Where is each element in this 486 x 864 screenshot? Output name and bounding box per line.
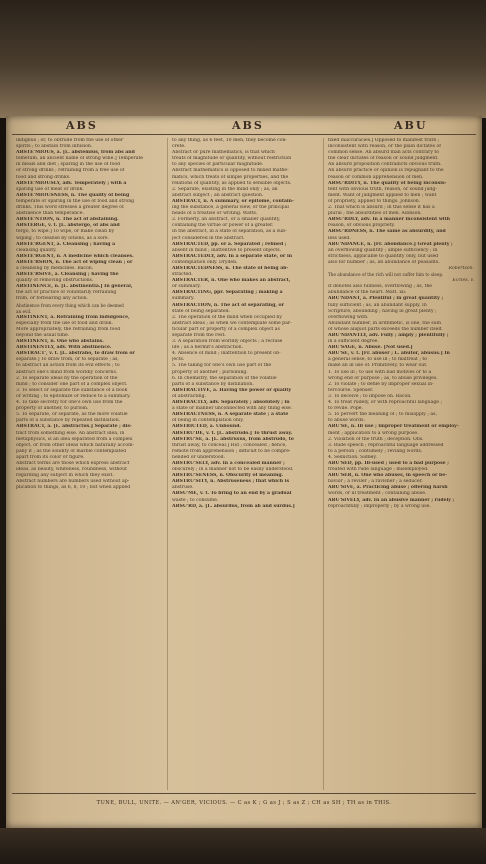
dictionary-entry-headline: ABSTINENT, n. One who abstains. <box>16 339 104 345</box>
text-column-left <box>16 138 162 790</box>
dictionary-entry-headline: ABSTRACTLY, adv. Separately ; absolutely ; in <box>172 400 290 406</box>
dictionary-entry-headline: ABSTRACTED, pp. or a. Separated ; refined ; <box>172 241 287 247</box>
dictionary-entry-headline: ABU'SAGE, n. Abuse. [Not used.] <box>328 345 413 351</box>
dictionary-text-line: to abuse words. <box>328 418 365 424</box>
dictionary-entry-headline: ABSTRACTNESS, n. A separate state ; a state <box>172 412 289 418</box>
dictionary-text-line: Abstract numbers are numbers used without ap- <box>16 479 130 485</box>
dictionary-text-line: quality of removing obstructions. <box>16 278 94 284</box>
dictionary-text-line: a general sense, to use ill ; to maltreat ; to <box>328 357 427 363</box>
dictionary-text-line: less used. <box>328 235 351 241</box>
dictionary-entry-headline: ABSTRACT, a. [L. abstractus.] Separate ; dis- <box>16 424 132 430</box>
dictionary-text-line: summary. <box>172 296 195 302</box>
dictionary-entry-headline: ABSTRICTED, a. Unbound. <box>172 424 242 430</box>
dictionary-entry-headline: ABSTRU'DE, v. t. [L. abstrudo.] To thrust away. <box>172 430 293 436</box>
dictionary-text-line: Abstract terms are those which express abstract <box>16 460 130 466</box>
dictionary-entry-headline: ABSU'RDITY, n. The quality of being inconsis- <box>328 180 447 186</box>
dictionary-entry-headline: ABU'NDANCE, n. [Fr. abondance.] Great plenty ; <box>328 241 453 247</box>
dictionary-text-line: 3. Rude speech ; reproachful language addressed <box>328 442 444 448</box>
dictionary-entry-headline: ABSTRACTIVE, a. Having the power or quality <box>172 387 292 393</box>
dictionary-entry-headline: ABSTRACTER, n. One who makes an abstract, <box>172 278 291 284</box>
dictionary-entry-headline: ABSTRACTING, ppr. Separating ; making a <box>172 290 283 296</box>
dictionary-text-line: regarding any subject in which they exist. <box>16 473 114 479</box>
dictionary-text-line: contemplation only. Dryden. <box>172 259 238 265</box>
book-bottom-edge <box>0 828 486 864</box>
dictionary-text-line: separate from the rest. <box>172 333 226 338</box>
pronunciation-key-footer: TUNE, BULL, UNITE. — AN'GER, VICIOUS. — C as K ; G as J ; S as Z ; CH as SH ; TH as in THIS. <box>96 800 392 806</box>
dictionary-text-line: words, or ill treatment ; containing abuse. <box>328 491 427 497</box>
dictionary-text-line: life ; as a hermit's abstraction. <box>172 345 244 351</box>
dictionary-text-line: remote from apprehension ; difficult to be compre- <box>172 448 291 454</box>
dictionary-text-line: wiping ; to cleanse by lotions, as a sore. <box>16 235 110 241</box>
dictionary-text-line: in a sufficient degree. <box>328 339 379 345</box>
dictionary-entry-headline: ABSTE'MIOUSNESS, n. The quality of being <box>16 192 130 198</box>
dictionary-text-line: property of another ; purloining. <box>172 369 248 375</box>
running-head-left: ABS <box>66 119 98 132</box>
dictionary-text-line: of whose aliquot parts exceeds the number itself. <box>328 326 443 332</box>
dictionary-text-line: or summary. <box>172 284 201 290</box>
dictionary-text-line: apart from its color or figure. <box>16 454 85 460</box>
dictionary-text-line: jects. <box>172 357 185 363</box>
dictionary-text-line: Abstract or pure mathematics, is that which <box>172 150 275 156</box>
dictionary-text-line: strictness, applicable to quantity only, but used <box>328 253 439 259</box>
dictionary-text-line: 4. Seduction. Sidney. <box>328 454 377 460</box>
column-divider <box>323 138 324 790</box>
dictionary-entry-headline: ABSTE'RGENT, n. A medicine which cleanses. <box>16 253 134 259</box>
dictionary-text-line: parts of a substance by distillation. <box>172 381 254 387</box>
dictionary-text-line: 4. To take secretly for one's own use from the <box>16 400 123 406</box>
dictionary-text-line: 2. The operation of the mind when occupied by <box>172 314 282 320</box>
dictionary-text-line: 2. Violation of the truth ; deception. Obs. <box>328 436 424 442</box>
dictionary-text-line: or strong drinks ; refraining from a free use of <box>16 168 125 174</box>
dictionary-text-line: pany it ; as the solidity of marble contemplated <box>16 448 127 454</box>
text-column-middle <box>172 138 318 790</box>
dictionary-text-line: abstinence than temperance. <box>16 211 84 217</box>
dictionary-text-line: temperate or sparing in the use of food and strong <box>16 198 135 204</box>
dictionary-text-line: absent in mind ; inattentive to present objects. <box>172 247 282 253</box>
dictionary-text-line: beyond the usual time. <box>16 333 70 338</box>
dictionary-text-line: 1. To use ill ; to use with bad motives or to a <box>328 369 432 375</box>
dictionary-text-line: indignus ; or, to obtrude from the use of other <box>16 138 124 143</box>
dictionary-entry-headline: ABSTERGE, v. t. [L. abstergo, of abs and <box>16 223 120 229</box>
dictionary-text-line: abstract ideas ; as when we contemplate some par- <box>172 320 292 326</box>
dictionary-text-line: inconsistent with reason, or the plain dictates of <box>328 144 441 150</box>
dictionary-text-line: ing the substance, a general view, or the principal <box>172 205 289 211</box>
dictionary-text-line: 4. To treat rudely, or with reproachful language ; <box>328 400 443 406</box>
dictionary-text-line: make an ill use of. Primitively, to wear out. <box>328 363 428 369</box>
dictionary-entry-headline: ABSTRACTEDLY, adv. In a separate state, or in <box>172 253 293 259</box>
dictionary-text-line: ment ; application to a wrong purpose. <box>328 430 419 436</box>
dictionary-entry-headline: ABU'SER, n. One who abuses, in speech or be- <box>328 473 448 479</box>
dictionary-entry-headline: ABSTRU'SELY, adv. In a concealed manner ; <box>172 460 285 466</box>
dictionary-entry-headline: ABSTE'RGENT, a. Cleansing ; having a <box>16 241 116 247</box>
dictionary-text-line: temetum, an ancient name of strong wine.] Temperate <box>16 156 144 162</box>
dictionary-entry-headline: ABSTINENCE, n. [L. abstinentia.] In general, <box>16 284 133 290</box>
dictionary-text-line: treats of magnitude or quantity, without restriction <box>172 156 292 162</box>
dictionary-entry-headline: ABSTRACT', v. t. [L. abstraho, to draw from or <box>16 351 135 357</box>
dictionary-text-line: to abstract an action from its evil effects ; to <box>16 363 120 369</box>
dictionary-text-line: tinct from something else. An abstract idea, in <box>16 430 125 436</box>
dictionary-text-line: hended or understood. <box>172 454 226 460</box>
dictionary-text-line: wrong end or purpose ; as, to abuse privileges. <box>328 375 438 381</box>
dictionary-text-line: from, or forbearing any action. <box>16 296 89 302</box>
dictionary-text-line: the act or practice of voluntarily refraining <box>16 290 117 296</box>
dictionary-text-line: In the abstract, in a state of separation, as a sub- <box>172 229 287 235</box>
dictionary-text-line: metaphysics, is an idea separated from a complex <box>16 436 133 442</box>
dictionary-text-line: ject considered in the abstract. <box>172 235 245 241</box>
footer-rule <box>12 793 476 794</box>
dictionary-text-line: of propriety, applied to things. Johnson. <box>328 198 421 204</box>
dictionary-text-line: More appropriately, the refraining from food <box>16 326 121 332</box>
dictionary-text-line: thrust away, to conceal.] Hid ; concealed ; hence, <box>172 442 287 448</box>
dictionary-text-line: to any thing, as 6 feet, 10 men, they become con- <box>172 138 287 143</box>
dictionary-entry-headline: ABSU'ME, v. t. To bring to an end by a gradual <box>172 491 292 497</box>
dictionary-entry-headline: ABSTE'NTION, n. The act of abstaining. <box>16 217 119 223</box>
dictionary-text-line: mind ; to consider one part of a complex object. <box>16 381 128 387</box>
text-column-right <box>328 138 474 790</box>
dictionary-text-line: stracted. <box>172 272 193 278</box>
dictionary-text-line: 2. To violate ; to defile by improper sexual in- <box>328 381 434 387</box>
dictionary-entry-headline: ABSTE'MIOUSLY, adv. Temperately ; with a <box>16 180 127 186</box>
dictionary-entry-headline: ABSU'RDLY, adv. In a manner inconsistent with <box>328 217 450 223</box>
dictionary-text-line: parts of a substance by repeated distillation. <box>16 418 121 424</box>
dictionary-text-line: Scripture, abounding ; having in great plenty ; <box>328 308 437 314</box>
dictionary-entry-headline: ABU'SIVELY, adv. In an abusive manner ; rudely ; <box>328 497 455 503</box>
dictionary-entry-headline: ABSU'RD, a. [L. absurdus, from ab and surdus.] <box>172 503 295 509</box>
dictionary-text-line: separate.] To draw from, or to separate ; as, <box>16 357 119 363</box>
dictionary-text-line: reason or common apprehension of men. <box>328 174 424 180</box>
dictionary-text-line: or writing ; to epitomize or reduce to a summary. <box>16 393 131 399</box>
dictionary-text-line: waste ; to consume. <box>172 497 219 503</box>
dictionary-text-line: object, or from other ideas which naturally accom- <box>16 442 135 448</box>
dictionary-entry-headline: ABSTRACTION, n. The act of separating, or <box>172 302 285 308</box>
dictionary-text-line: abundance of the heart. Matt. xii. <box>328 290 407 296</box>
dictionary-text-line: It denotes also fullness, overflowing ; as, the <box>328 284 433 290</box>
running-head-center: ABS <box>232 119 264 132</box>
dictionary-text-line: in meals and diet ; sparing in the use of food <box>16 162 121 168</box>
dictionary-text-line: 2. Separate, existing in the mind only ; as, an <box>172 186 278 192</box>
dictionary-entry-headline: ABSTINENT, a. Refraining from indulgence, <box>16 314 130 320</box>
dictionary-text-line: overflowing with. <box>328 314 369 320</box>
dictionary-text-line: 3. To select or separate the substance of a book <box>16 387 128 393</box>
dictionary-page <box>6 116 482 828</box>
dictionary-entry-headline: ABU'SE, n. Ill use ; improper treatment or employ- <box>328 424 459 430</box>
dictionary-text-line: fixed inaccuracies.] Opposed to manifest truth ; <box>328 138 440 143</box>
dictionary-entry-headline: ABSTRACTEDNESS, n. The state of being ab- <box>172 265 289 271</box>
dictionary-text-line: tergo, to wipe.] To wipe, or make clean by <box>16 229 115 235</box>
dictionary-entry-headline: ABSTRU'SENESS, n. Obscurity of meaning. <box>172 473 284 479</box>
dictionary-text-line: common sense. An absurd man acts contrary to <box>328 150 440 156</box>
dictionary-text-line: 2. Formerly, an abstract, or a smaller quantity, <box>172 217 281 223</box>
dictionary-text-line: also for number ; as, an abundance of peasants. <box>328 259 440 265</box>
dictionary-text-line: abstract one's mind from worldly concerns. <box>16 369 118 375</box>
dictionary-text-line: 6. In chemistry, the separation of the volatile <box>172 375 277 381</box>
dictionary-entry-headline: ABU'SED, pp. Ill-used ; used to a bad purpose ; <box>328 460 449 466</box>
dictionary-entry-headline: ABSTE'RSION, n. The act of wiping clean ; or <box>16 259 133 265</box>
dictionary-text-line: food and strong drinks. <box>16 174 71 180</box>
dictionary-text-line: reproachfully ; improperly ; by a wrong use. <box>328 503 431 509</box>
dictionary-entry-headline: ABSTE'MIOUS, a. [L. abstemius, from abs and <box>16 150 135 156</box>
dictionary-text-line: a state or manner unconnected with any thing else. <box>172 406 293 412</box>
dictionary-entry-headline: ABSTINENTLY, adv. With abstinence. <box>16 345 112 351</box>
dictionary-entry-headline: ABSTRACT, n. A summary, or epitome, contain- <box>172 198 294 204</box>
dictionary-text-line: 5. To separate, or separate, as the more volatile <box>16 412 128 418</box>
dictionary-text-line: The abundance of the rich will not suffer him to sleep. <box>328 272 444 278</box>
dictionary-text-line: crete. <box>172 144 186 150</box>
dictionary-text-line: to a person ; contumely ; reviling words. <box>328 448 423 454</box>
dictionary-entry-headline: ABU'NDANT, a. Plentiful ; in great quantity ; <box>328 296 444 302</box>
dictionary-text-line: a cleansing by medicines. Bacon. <box>16 265 94 271</box>
dictionary-text-line: Abstract mathematics is opposed to mixed mathe- <box>172 168 289 174</box>
dictionary-text-line: containing the virtue or power of a greater. <box>172 223 274 229</box>
dictionary-entry-headline: ABSTRU'SE, a. [L. abstrusus, from abstrudo, to <box>172 436 294 442</box>
dictionary-text-line: 5. To pervert the meaning of ; to misapply ; as, <box>328 412 437 418</box>
dictionary-text-line: 3. A separation from worldly objects ; a recluse <box>172 339 283 345</box>
dictionary-text-line: relations of quantity, as applied to sensible objects. <box>172 180 292 186</box>
dictionary-text-line: ideas, as beauty, whiteness, roundness, without <box>16 467 127 473</box>
dictionary-entry-headline: ABU'SIVE, a. Practicing abuse ; offering harsh <box>328 485 448 491</box>
book-top-edge <box>0 0 486 118</box>
dictionary-text-line: 2. That which is absurd ; in this sense it has a <box>328 205 435 211</box>
dictionary-entry-headline: ABU'NDANTLY, adv. Fully ; amply ; plentifully ; <box>328 333 449 338</box>
dictionary-text-line: cleansing quality. <box>16 247 57 253</box>
dictionary-text-line: ment. Want of judgment applied to men ; want <box>328 192 437 198</box>
dictionary-text-line: to any species of particular magnitude. <box>172 162 264 168</box>
dictionary-text-line: to revile. Pope. <box>328 406 363 412</box>
dictionary-text-line: ticular part or property of a complex object as <box>172 326 280 332</box>
dictionary-text-line: An absurd proposition contradicts obvious truth. <box>328 162 442 168</box>
dictionary-text-line: tercourse. Spenser. <box>328 387 374 393</box>
dictionary-text-line: An absurd practice or opinion is repugnant to the <box>328 168 444 174</box>
dictionary-text-line: of abstracting. <box>172 393 206 399</box>
dictionary-text-line: plication to things, as 6, 8, 10 ; but when applied <box>16 485 131 491</box>
dictionary-text-line: Abstinence from every thing which can be deemed <box>16 302 124 308</box>
dictionary-text-line: obscurely ; in a manner not to be easily understood. <box>172 467 294 473</box>
running-head-right: ABU <box>394 119 428 132</box>
dictionary-text-line: fully sufficient ; as, an abundant supply. In <box>328 302 427 308</box>
dictionary-text-line: drinks. This word stresses a greater degree of <box>16 205 124 211</box>
dictionary-text-line: 3. To deceive ; to impose on. Bacon. <box>328 393 412 399</box>
dictionary-text-line: treated with rude language ; misemployed. <box>328 467 429 473</box>
dictionary-text-line: Robertson. <box>448 265 474 271</box>
dictionary-entry-headline: ABU'SE, v. t. [Fr. abuser ; L. abutor, abusus.] In <box>328 351 450 357</box>
dictionary-text-line: heads of a treatise or writing. Watts. <box>172 211 258 217</box>
dictionary-text-line: havior ; a reviler ; a ravisher ; a seducer. <box>328 479 423 485</box>
dictionary-text-line: matics, which treats of simple properties, and the <box>172 174 289 180</box>
dictionary-text-line: plural ; the absurdities of men. Addison. <box>328 211 422 217</box>
dictionary-text-line: spirits ; to abstain from infusion. <box>16 144 93 150</box>
dictionary-text-line: abstract subject ; an abstract question. <box>172 192 264 198</box>
dictionary-text-line: an overflowing quantity ; ample sufficiency ; in <box>328 247 438 253</box>
dictionary-text-line: 2. To separate ideas by the operation of the <box>16 375 118 381</box>
dictionary-text-line: abstruse. <box>172 485 194 491</box>
dictionary-text-line: reason, or obvious propriety. <box>328 223 395 229</box>
dictionary-text-line: tent with obvious truth, reason, or sound judg- <box>328 186 437 192</box>
dictionary-text-line: 5. The taking for one's own use part of the <box>172 363 272 369</box>
dictionary-text-line: Abundant number, in arithmetic, is one, the sum <box>328 320 441 326</box>
dictionary-text-line: Eccles. v. <box>452 278 474 284</box>
dictionary-text-line: the clear dictates of reason or sound judgment. <box>328 156 439 162</box>
dictionary-entry-headline: ABSU'RDNESS, n. The same as absurdity, and <box>328 229 446 235</box>
dictionary-text-line: sparing use of meat or drink. <box>16 186 84 192</box>
dictionary-text-line: 4. Absence of mind ; inattention to present ob- <box>172 351 281 357</box>
dictionary-text-line: especially from the use of food and drink. <box>16 320 113 326</box>
dictionary-text-line: of being in contemplation only. <box>172 418 244 424</box>
dictionary-text-line: an evil. <box>16 308 32 314</box>
dictionary-entry-headline: ABSTRU'SITY, n. Abstruseness ; that which is <box>172 479 290 485</box>
dictionary-entry-headline: ABSTE'RSIVE, a. Cleansing ; having the <box>16 272 119 278</box>
dictionary-text-line: property of another, to purloin. <box>16 406 89 412</box>
header-rule <box>12 134 476 135</box>
dictionary-text-line: state of being separated. <box>172 308 231 314</box>
column-divider <box>167 138 168 790</box>
